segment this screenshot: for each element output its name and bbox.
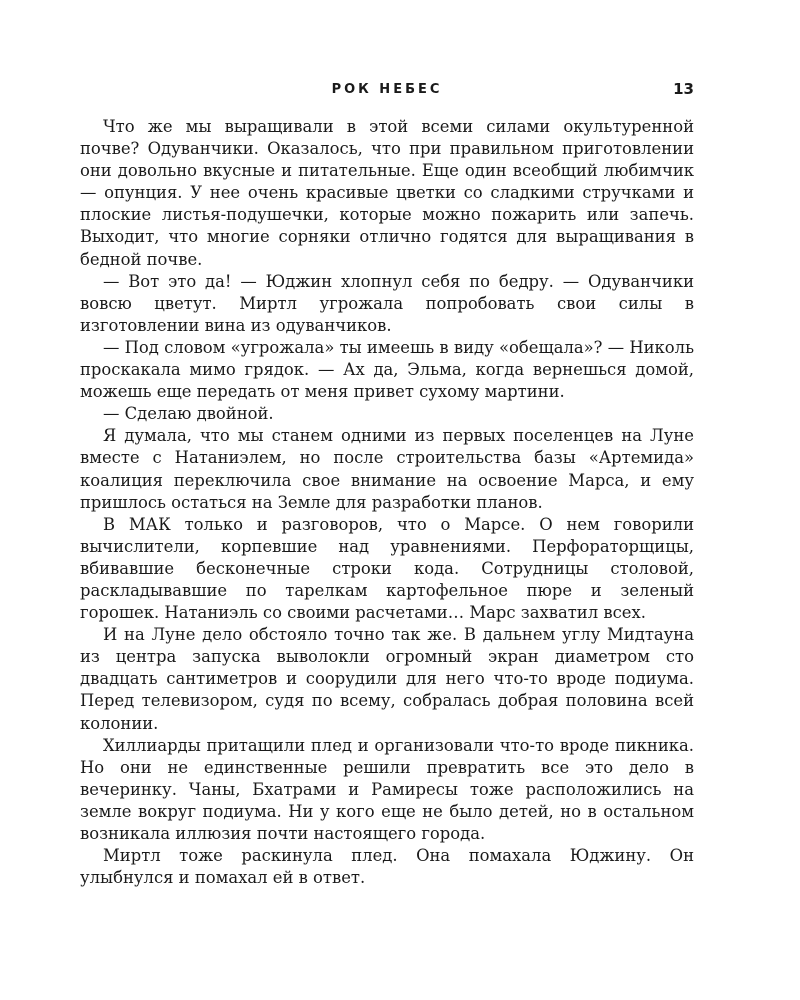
body-text (80, 116, 694, 889)
running-header (80, 78, 694, 106)
book-page (80, 78, 694, 938)
paragraph: И на Луне дело обстояло точно так же. В дальнем углу Мидтауна из центра запуска выволокли огромный экран диаметром сто двадцать сантиметров и соорудили для него что-то вроде подиума. Перед телевизором, судя по всему, собралась добрая половина всей колонии. (80, 625, 694, 733)
paragraph: — Под словом «угрожала» ты имеешь в виду «обещала»? — Николь проскакала мимо грядок. — Ах да, Эльма, когда вернешься домой, можешь еще передать от меня привет сухому мартини. (80, 337, 694, 402)
paragraph: — Сделаю двойной. (103, 404, 274, 424)
paragraph: — Вот это да! — Юджин хлопнул себя по бедру. — Одуванчики вовсю цветут. Миртл угрожала попробовать свои силы в изготовлении вина из одуванчиков. (80, 271, 694, 335)
paragraph: Миртл тоже раскинула плед. Она помахала Юджину. Он улыбнулся и помахал ей в ответ. (80, 846, 694, 888)
paragraph: Что же мы выращивали в этой всеми силами окультуренной почве? Одуванчики. Оказалось, что при правильном приготовлении они довольно вкусные и питательные. Еще один всеобщий любимчик — опунция. У нее очень красивые цветки со сладкими стручками и плоские листья-подушечки, которые можно пожарить или запечь. Выходит, что многие сорняки отлично годятся для выращивания в бедной почве. (80, 117, 694, 269)
paragraph: Я думала, что мы станем одними из первых поселенцев на Луне вместе с Натаниэлем, но после строительства базы «Артемида» коалиция переключила свое внимание на освоение Марса, и ему пришлось остаться на Земле для разработки планов. (80, 426, 694, 512)
paragraph: Хиллиарды притащили плед и организовали что-то вроде пикника. Но они не единственные решили превратить все это дело в вечеринку. Чаны, Бхатрами и Рамиресы тоже расположились на земле вокруг подиума. Ни у кого еще не было детей, но в остальном возникала иллюзия почти настоящего города. (80, 735, 694, 843)
paragraph: В МАК только и разговоров, что о Марсе. О нем говорили вычислители, корпевшие над уравнениями. Перфораторщицы, вбивавшие бесконечные строки кода. Сотрудницы столовой, раскладывавшие по тарелкам картофельное пюре и зеленый горошек. Натаниэль со своими расчетами… Марс захватил всех. (80, 514, 694, 623)
running-title: РОК НЕБЕС (331, 82, 443, 97)
page-number: 13 (673, 80, 694, 98)
